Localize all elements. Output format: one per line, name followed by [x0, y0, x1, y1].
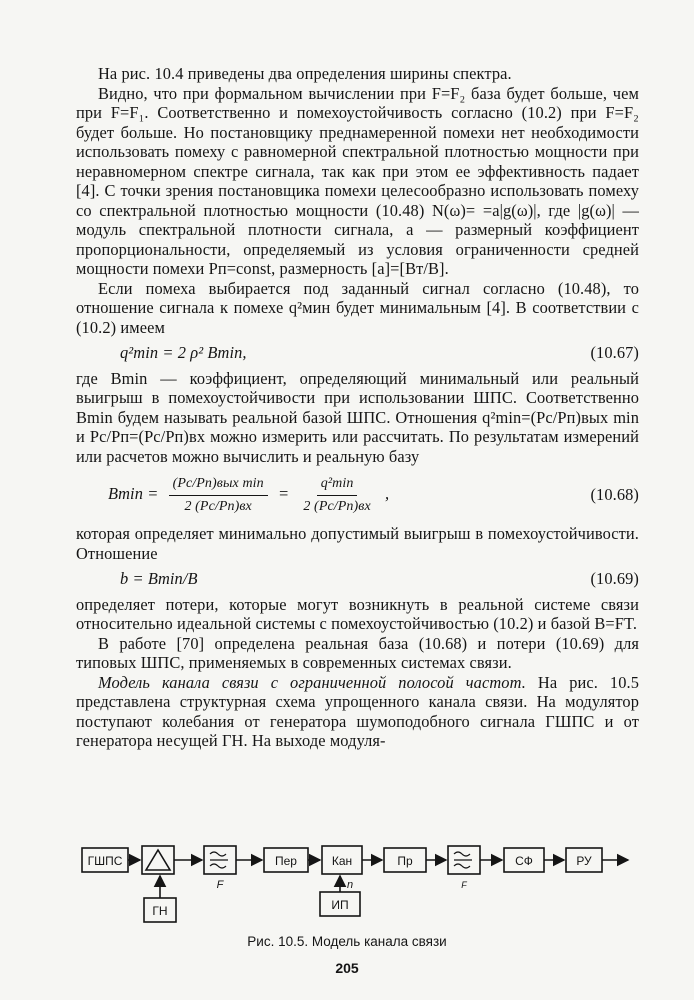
section-run-in-heading: Модель канала связи с ограниченной полосой частот. [98, 672, 526, 692]
filter-2-wave-icon [454, 852, 472, 868]
formula-10-69-number: (10.69) [590, 569, 639, 588]
formula-10-67 [76, 343, 639, 363]
formula-10-69-expression: b = Bmin/B [120, 569, 198, 588]
modulator-triangle-icon [146, 850, 170, 870]
paragraph-1: На рис. 10.4 приведены два определения ширины спектра. [98, 64, 512, 83]
paragraph-7: В работе [70] определена реальная база (10.68) и потери (10.69) для типовых ШПС, применяемых в современных системах связи. [76, 633, 639, 672]
formula-10-68-number: (10.68) [590, 485, 639, 505]
fraction-1-denominator: 2 (Pc/Pп)вх [184, 498, 252, 514]
paragraph-6: определяет потери, которые могут возникнуть в реальной системе связи относительно идеальной системы с помехоустойчивостью (10.2) и базой B=FT. [76, 594, 639, 633]
block-kan-label: Кан [331, 854, 353, 868]
body-text [76, 64, 639, 751]
page-number: 205 [335, 960, 359, 976]
paragraph-4: где Bmin — коэффициент, определяющий минимальный или реальный выигрыш в помехоустойчивости при использовании ШПС. Соответственно Bmin будем называть реальной базой ШПС. Отношения q²min=(Pc/Pп)вых min и Pc/Pп=(Pc/Pп)вх можно измерить или рассчитать. По результатам измерений или расчетов можно вычислить и реальную базу [76, 368, 639, 466]
formula-10-68-expression [108, 474, 389, 516]
formula-10-68 [76, 472, 639, 518]
formula-10-69 [76, 569, 639, 589]
figure-caption: Рис. 10.5. Модель канала связи [247, 934, 447, 949]
block-ip-label: ИП [331, 898, 349, 912]
paragraph-8 [76, 673, 639, 751]
block-ru-label: РУ [576, 854, 592, 868]
formula-10-68-fraction-1 [169, 474, 268, 516]
block-pr-label: Пр [397, 854, 413, 868]
formula-10-68-lhs: Bmin = [108, 483, 159, 503]
paragraph-3: Если помеха выбирается под заданный сигнал согласно (10.48), то отношение сигнала к помехе q²мин будет минимальным [4]. В соответствии с (10.2) имеем [76, 278, 639, 337]
formula-10-68-equals: = [277, 483, 290, 503]
paragraph-8-text: На рис. 10.5 представлена структурная схема упрощенного канала связи. На модулятор поступают колебания от генератора шумоподобного сигнала ГШПС и от генератора несущей ГН. На выходе модуля- [76, 672, 639, 750]
channel-model-diagram [76, 830, 636, 940]
block-gn-label: ГН [152, 904, 168, 918]
filter-1-label: F [216, 879, 224, 891]
fraction-2-denominator: 2 (Pc/Pп)вх [303, 498, 371, 514]
formula-10-68-fraction-2 [299, 474, 374, 516]
paragraph-2: Видно, что при формальном вычислении при F=F₂ база будет больше, чем при F=F₁. Соответственно и помехоустойчивость согласно (10.2) при F=F₂ будет больше. Но постановщику преднамеренной помехи нет необходимости использовать помеху с равномерной спектральной плотностью мощности при неравномерном спектре сигнала, так как при этом ее эффективность падает [4]. С точки зрения постановщика помехи целесообразно использовать помеху со спектральной плотностью мощности (10.48) N(ω)= =a|g(ω)|, где |g(ω)| — модуль спектральной плотности сигнала, a — размерный коэффициент пропорциональности, определяемый из условия ограниченности средней мощности помехи Pп=const, размерность [a]=[Вт/В]. [76, 83, 639, 278]
noise-label: n [346, 879, 354, 891]
fraction-1-numerator: (Pc/Pп)вых min [169, 474, 268, 496]
fraction-2-numerator: q²min [317, 474, 358, 496]
filter-2-label: F [461, 880, 467, 890]
block-per-label: Пер [275, 854, 297, 868]
block-sf-label: СФ [515, 854, 533, 868]
formula-10-67-number: (10.67) [590, 343, 639, 362]
paragraph-5: которая определяет минимально допустимый выигрыш в помехоустойчивости. Отношение [76, 524, 639, 563]
formula-10-67-expression: q²min = 2 ρ² Bmin, [120, 343, 247, 362]
filter-1-wave-icon [210, 852, 228, 868]
block-gshps-label: ГШПС [87, 854, 123, 868]
formula-10-68-comma: , [385, 483, 390, 503]
